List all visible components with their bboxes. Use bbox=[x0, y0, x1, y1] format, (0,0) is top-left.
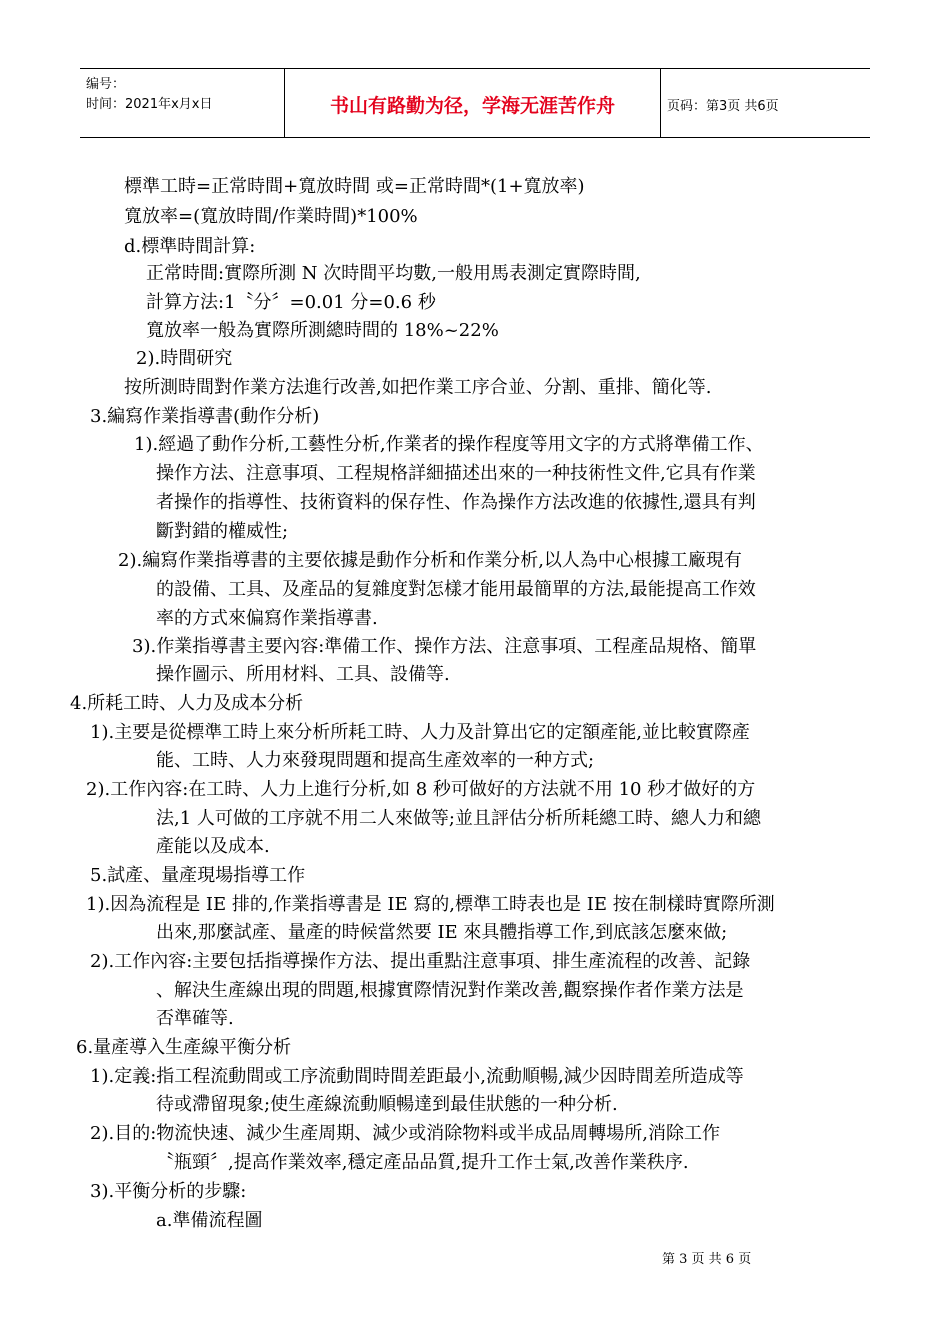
section-heading: 5.試產、量產現場指導工作 bbox=[90, 865, 306, 886]
body-line: 寬放率=(寬放時間/作業時間)*100% bbox=[124, 206, 418, 227]
body-line: 操作圖示、所用材料、工具、設備等. bbox=[156, 664, 450, 685]
body-line: 能、工時、人力來發現問題和提高生產效率的一种方式; bbox=[156, 750, 595, 771]
page-header bbox=[80, 68, 870, 138]
body-line: 的設備、工具、及產品的复雜度對怎樣才能用最簡單的方法,最能提高工作效 bbox=[156, 579, 756, 600]
body-line: 3).作業指導書主要內容:準備工作、操作方法、注意事項、工程產品規格、簡單 bbox=[132, 636, 757, 657]
document-number-label: 编号： bbox=[86, 77, 126, 92]
body-line: 1).因為流程是 IE 排的,作業指導書是 IE 寫的,標準工時表也是 IE 按在制樣時實際所測 bbox=[86, 894, 775, 915]
document-date-label: 时间：2021年x月x日 bbox=[86, 97, 213, 112]
body-line: 率的方式來偏寫作業指導書. bbox=[156, 608, 378, 629]
body-line: 計算方法:1〝分〞=0.01 分=0.6 秒 bbox=[146, 292, 436, 313]
body-line: 出來,那麼試產、量產的時候當然要 IE 來具體指導工作,到底該怎麼來做; bbox=[156, 922, 728, 943]
body-line: 2).工作內容:主要包括指導操作方法、提出重點注意事項、排生產流程的改善、記錄 bbox=[90, 951, 751, 972]
body-line: 1).主要是從標準工時上來分析所耗工時、人力及計算出它的定額產能,並比較實際產 bbox=[90, 722, 750, 743]
body-line: 按所測時間對作業方法進行改善,如把作業工序合並、分割、重排、簡化等. bbox=[124, 377, 712, 398]
section-heading: 6.量產導入生產線平衡分析 bbox=[76, 1037, 292, 1058]
body-line: 標準工時=正常時間+寬放時間 或=正常時間*(1+寬放率) bbox=[124, 176, 585, 197]
body-line: 、解決生產線出現的問題,根據實際情況對作業改善,觀察操作者作業方法是 bbox=[156, 980, 744, 1001]
body-line: 斷對錯的權威性; bbox=[156, 521, 289, 542]
header-motto-cell bbox=[285, 69, 661, 137]
body-line: 1).經過了動作分析,工藝性分析,作業者的操作程度等用文字的方式將準備工作、 bbox=[134, 434, 764, 455]
body-line: d.標準時間計算: bbox=[124, 236, 256, 257]
body-line: 產能以及成本. bbox=[156, 836, 270, 857]
body-line: 1).定義:指工程流動間或工序流動間時間差距最小,流動順暢,減少因時間差所造成等 bbox=[90, 1066, 744, 1087]
header-motto: 书山有路勤为径，学海无涯苦作舟 bbox=[329, 95, 615, 117]
body-line: 〝瓶頸〞,提高作業效率,穩定產品品質,提升工作士氣,改善作業秩序. bbox=[156, 1152, 689, 1173]
section-heading: 3.編寫作業指導書(動作分析) bbox=[90, 406, 320, 427]
body-line: 2).編寫作業指導書的主要依據是動作分析和作業分析,以人為中心根據工廠現有 bbox=[118, 550, 742, 571]
header-page-cell bbox=[661, 69, 870, 137]
body-line: 2).工作內容:在工時、人力上進行分析,如 8 秒可做好的方法就不用 10 秒才做好的方 bbox=[86, 779, 756, 800]
body-line: 者操作的指導性、技術資料的保存性、作為操作方法改進的依據性,還具有判 bbox=[156, 492, 756, 513]
section-heading: 4.所耗工時、人力及成本分析 bbox=[70, 693, 304, 714]
body-line: 2).時間研究 bbox=[136, 348, 233, 369]
page-footer: 第 3 页 共 6 页 bbox=[662, 1252, 752, 1267]
body-line: 正常時間:實際所測 N 次時間平均數,一般用馬表測定實際時間, bbox=[146, 263, 641, 284]
header-meta-cell bbox=[80, 69, 285, 137]
body-line: 3).平衡分析的步驟: bbox=[90, 1181, 247, 1202]
body-line: 2).目的:物流快速、減少生產周期、減少或消除物料或半成品周轉場所,消除工作 bbox=[90, 1123, 720, 1144]
body-line: 否準確等. bbox=[156, 1008, 234, 1029]
body-line: 操作方法、注意事項、工程規格詳細描述出來的一种技術性文件,它具有作業 bbox=[156, 463, 756, 484]
body-line: 寬放率一般為實際所測總時間的 18%~22% bbox=[146, 320, 499, 341]
header-page-info: 页码：第3页 共6页 bbox=[667, 99, 779, 114]
body-line: a.準備流程圖 bbox=[156, 1210, 263, 1231]
body-line: 待或滯留現象;使生產線流動順暢達到最佳狀態的一种分析. bbox=[156, 1094, 618, 1115]
body-line: 法,1 人可做的工序就不用二人來做等;並且評估分析所耗總工時、總人力和總 bbox=[156, 808, 761, 829]
